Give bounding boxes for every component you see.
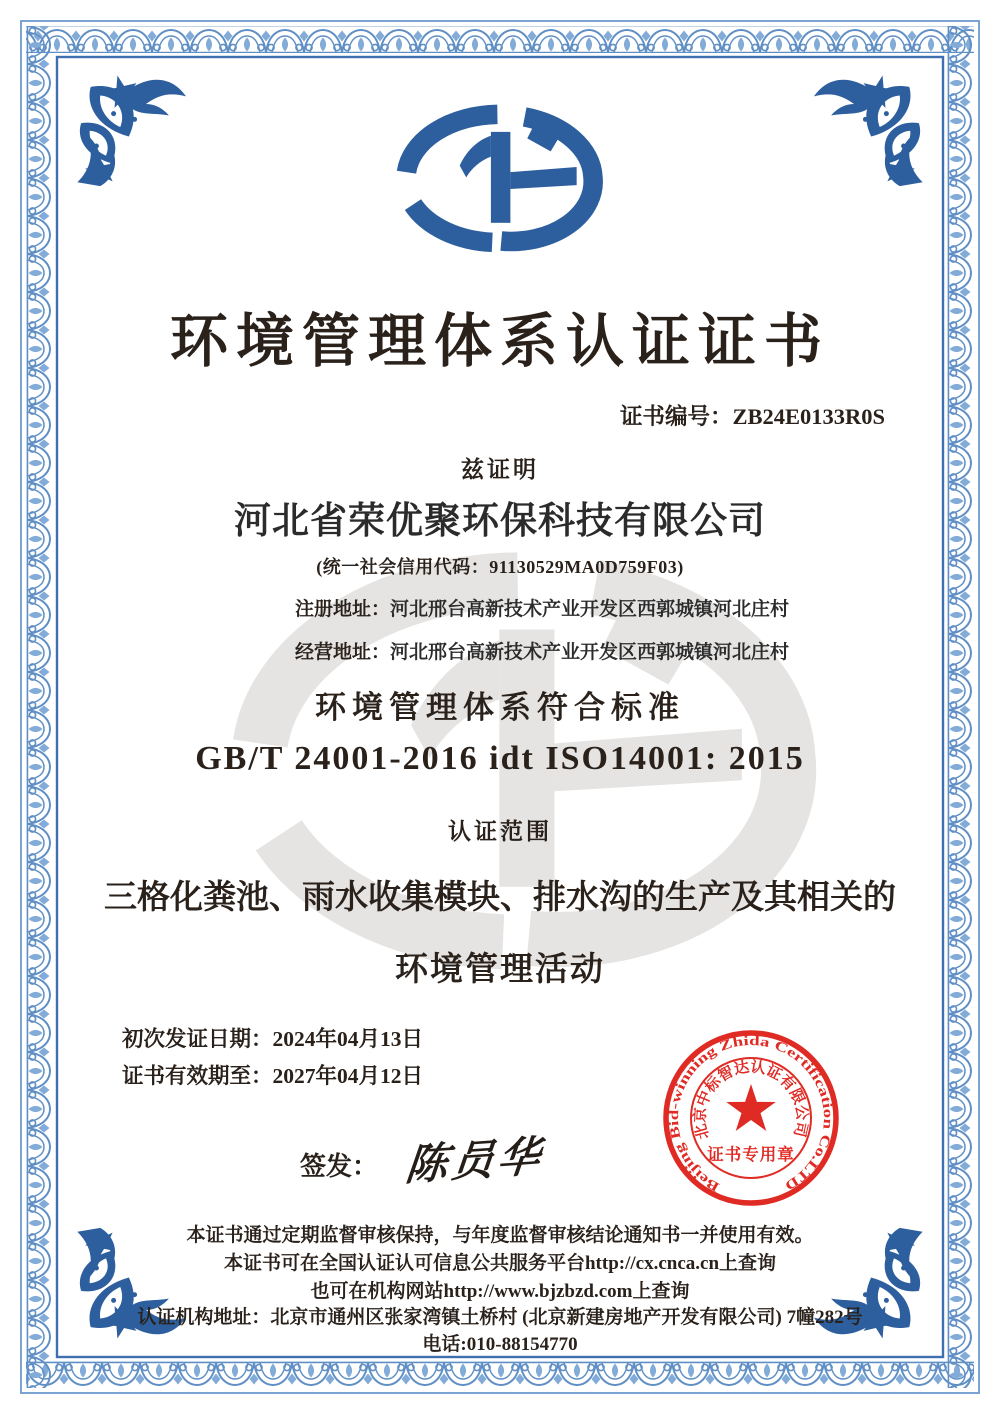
- seal-star-icon: [726, 1084, 775, 1131]
- footer-certifier-address: 认证机构地址：北京市通州区张家湾镇土桥村 (北京新建房地产开发有限公司) 7幢282号: [137, 1307, 863, 1328]
- certification-seal-stamp: [661, 1028, 841, 1208]
- certificate-number-value: ZB24E0133R0S: [732, 404, 885, 429]
- sign-label: 签发：: [300, 1152, 379, 1181]
- footer-phone: 电话:010-88154770: [422, 1334, 578, 1355]
- valid-until-date-row: [122, 1059, 423, 1090]
- seal-center-text: 证书专用章: [707, 1146, 795, 1164]
- certificate-title: 环境管理体系认证证书: [169, 309, 830, 374]
- certification-scope-line2: 环境管理活动: [395, 952, 605, 988]
- certification-scope-line1: 三格化粪池、雨水收集模块、排水沟的生产及其相关的: [104, 880, 896, 916]
- attest-heading: 兹证明: [461, 457, 539, 482]
- certificate-number-label: 证书编号：: [619, 404, 733, 429]
- footer-cnca-query-note: 本证书可在全国认证认可信息公共服务平台http://cx.cnca.cn上查询: [223, 1253, 777, 1274]
- seal-english-ring-text: Beijing Bid-winning Zhida Certification Co.LTD: [665, 1032, 837, 1195]
- registered-address-label: 注册地址：: [294, 599, 390, 620]
- issuer-signature: 陈员华: [403, 1133, 546, 1191]
- first-issue-date-label: 初次发证日期：: [122, 1027, 273, 1051]
- footer-validity-note: 本证书通过定期监督审核保持，与年度监督审核结论通知书一并使用有效。: [186, 1225, 814, 1246]
- certification-scope-heading: 认证范围: [448, 819, 552, 844]
- company-name: 河北省荣优聚环保科技有限公司: [234, 500, 766, 541]
- standard-heading: 环境管理体系符合标准: [315, 690, 685, 725]
- standard-code: GB/T 24001-2016 idt ISO14001: 2015: [195, 740, 805, 777]
- business-address-label: 经营地址：: [294, 642, 390, 663]
- business-address-row: [0, 637, 1000, 664]
- registered-address-row: [0, 594, 1000, 621]
- first-issue-date-row: [122, 1022, 423, 1053]
- registered-address-value: 河北邢台高新技术产业开发区西郭城镇河北庄村: [390, 599, 790, 620]
- first-issue-date-value: 2024年04月13日: [272, 1027, 424, 1051]
- signature-row: [300, 1128, 546, 1191]
- issuer-logo-icon: [394, 102, 606, 254]
- seal-chinese-ring-text: 北京中标智达认证有限公司: [691, 1058, 811, 1142]
- valid-until-date-label: 证书有效期至：: [122, 1064, 273, 1088]
- business-address-value: 河北邢台高新技术产业开发区西郭城镇河北庄村: [390, 642, 790, 663]
- footer-website-query-note: 也可在机构网站http://www.bjzbzd.com上查询: [310, 1281, 690, 1302]
- credit-code: (统一社会信用代码：91130529MA0D759F03): [316, 557, 684, 577]
- certificate-number-row: [620, 399, 885, 431]
- valid-until-date-value: 2027年04月12日: [272, 1064, 424, 1088]
